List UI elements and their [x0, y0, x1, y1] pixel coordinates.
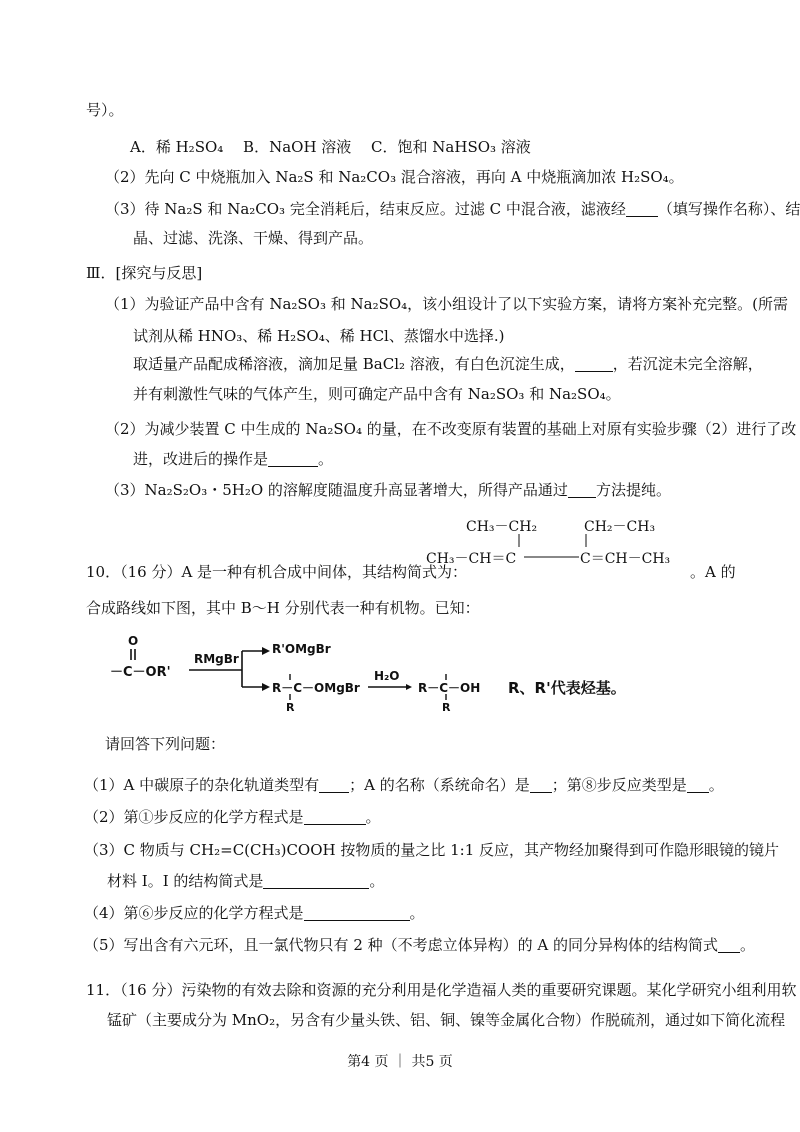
reaction-lines [104, 630, 704, 722]
structure-formula-a [426, 514, 686, 574]
question-10-prompt: 请回答下列问题： [105, 735, 226, 753]
subquestion-2-text: （2）第①步反应的化学方程式是 [84, 808, 304, 826]
inquiry-1-reagents: 试剂从稀 HNO₃、稀 H₂SO₄、稀 HCl、蒸馏水中选择.) [133, 327, 505, 345]
answer-blank[interactable] [718, 937, 740, 953]
question-10-stem: 10．（16 分）A 是一种有机合成中间体，其结构简式为： [86, 563, 468, 581]
step-3-text-end: （填写操作名称）、结 [657, 200, 800, 218]
ester-formula: －C－OR' [110, 665, 171, 680]
structure-top-left: CH₃－CH₂ [466, 519, 538, 535]
structure-top-right: CH₂－CH₃ [584, 519, 656, 535]
answer-blank[interactable] [530, 777, 552, 793]
product-alkoxide: R'OMgBr [272, 642, 331, 656]
subquestion-4 [84, 903, 425, 923]
subquestion-5-text: （5）写出含有六元环，且一氯代物只有 2 种（不考虑立体异构）的 A 的同分异构体的结构简式 [84, 936, 718, 954]
answer-blank[interactable] [319, 777, 349, 793]
structure-bottom-right: C＝CH－CH₃ [580, 551, 671, 567]
question-10-route: 合成路线如下图，其中 B～H 分别代表一种有机物。已知： [86, 599, 480, 617]
subquestion-3-continued [107, 871, 384, 891]
answer-blank[interactable] [575, 356, 613, 372]
inquiry-2-text-end: 。 [318, 450, 334, 468]
answer-blank[interactable] [304, 905, 410, 921]
ester-carbonyl-o: O [128, 634, 139, 648]
structure-bottom-left: CH₃－CH＝C [426, 551, 517, 567]
subquestion-2-text-end: 。 [365, 808, 381, 826]
section-3-heading: Ⅲ．[探究与反思] [86, 264, 203, 282]
inquiry-2-text: 进，改进后的操作是 [133, 450, 269, 468]
step-3-line [105, 199, 800, 219]
question-11-stem: 11．（16 分）污染物的有效去除和资源的充分利用是化学造福人类的重要研究课题。某化学研究小组利用软 [86, 981, 797, 999]
inquiry-2-line: （2）为减少装置 C 中生成的 Na₂SO₄ 的量，在不改变原有装置的基础上对原有实验步骤（2）进行了改 [105, 420, 797, 438]
question-11-continued: 锰矿（主要成分为 MnO₂，另含有少量头铁、铝、铜、镍等金属化合物）作脱硫剂，通过如下简化流程 [107, 1011, 786, 1029]
subquestion-4-text: （4）第⑥步反应的化学方程式是 [84, 904, 304, 922]
answer-blank[interactable] [268, 451, 318, 467]
intermediate-r-group: R [286, 701, 295, 714]
reaction-note: R、R'代表烃基。 [508, 679, 626, 697]
inquiry-3-text: （3）Na₂S₂O₃・5H₂O 的溶解度随温度升高显著增大，所得产品通过 [105, 481, 568, 499]
product-intermediate: R－C－OMgBr [272, 681, 360, 695]
answer-blank[interactable] [263, 873, 369, 889]
inquiry-1-line: （1）为验证产品中含有 Na₂SO₃ 和 Na₂SO₄，该小组设计了以下实验方案，请将方案补充完整。(所需 [105, 295, 789, 313]
subquestion-5 [84, 935, 755, 955]
text-line-1: 号）。 [86, 101, 124, 119]
subquestion-1-text: （1）A 中碳原子的杂化轨道类型有 [84, 776, 320, 794]
subquestion-3: （3）C 物质与 CH₂=C(CH₃)COOH 按物质的量之比 1:1 反应，其产物经加聚得到可作隐形眼镜的镜片 [84, 841, 780, 859]
procedure-text: 取适量产品配成稀溶液，滴加足量 BaCl₂ 溶液，有白色沉淀生成， [133, 355, 575, 373]
question-10-stem-end: 。A 的 [690, 563, 736, 581]
answer-blank[interactable] [568, 482, 596, 498]
answer-blank[interactable] [687, 777, 709, 793]
inquiry-3-line [105, 480, 671, 500]
inquiry-1-procedure [133, 354, 763, 374]
subquestion-1-text-end: 。 [708, 776, 724, 794]
alcohol-product: R－C－OH [418, 681, 481, 695]
page-footer: 第4 页 ｜ 共5 页 [347, 1054, 453, 1070]
options-line: A．稀 H₂SO₄ B．NaOH 溶液 C．饱和 NaHSO₃ 溶液 [130, 138, 531, 156]
inquiry-2-continued [133, 449, 333, 469]
subquestion-1-text-2: ；A 的名称（系统命名）是 [349, 776, 530, 794]
answer-blank[interactable] [626, 201, 658, 217]
step-3-continued: 晶、过滤、洗涤、干燥、得到产品。 [133, 229, 374, 247]
step-2-line: （2）先向 C 中烧瓶加入 Na₂S 和 Na₂CO₃ 混合溶液，再向 A 中烧瓶滴加浓 H₂SO₄。 [105, 168, 684, 186]
inquiry-3-text-end: 方法提纯。 [595, 481, 671, 499]
water-reagent: H₂O [374, 669, 400, 683]
subquestion-4-text-end: 。 [409, 904, 425, 922]
subquestion-5-text-end: 。 [740, 936, 756, 954]
grignard-reaction-scheme [104, 630, 704, 722]
subquestion-2 [84, 807, 381, 827]
answer-blank[interactable] [304, 809, 366, 825]
step-3-text: （3）待 Na₂S 和 Na₂CO₃ 完全消耗后，结束反应。过滤 C 中混合液，滤液经 [105, 200, 626, 218]
procedure-text-end: ，若沉淀未完全溶解， [612, 355, 763, 373]
inquiry-1-conclusion: 并有刺激性气味的气体产生，则可确定产品中含有 Na₂SO₃ 和 Na₂SO₄。 [133, 385, 621, 403]
subquestion-3-text-end: 。 [369, 872, 385, 890]
subquestion-1-text-3: ；第⑧步反应类型是 [551, 776, 687, 794]
subquestion-3-text: 材料 I。I 的结构简式是 [107, 872, 264, 890]
grignard-reagent: RMgBr [194, 652, 239, 666]
alcohol-r-group: R [442, 701, 451, 714]
subquestion-1 [84, 775, 724, 795]
